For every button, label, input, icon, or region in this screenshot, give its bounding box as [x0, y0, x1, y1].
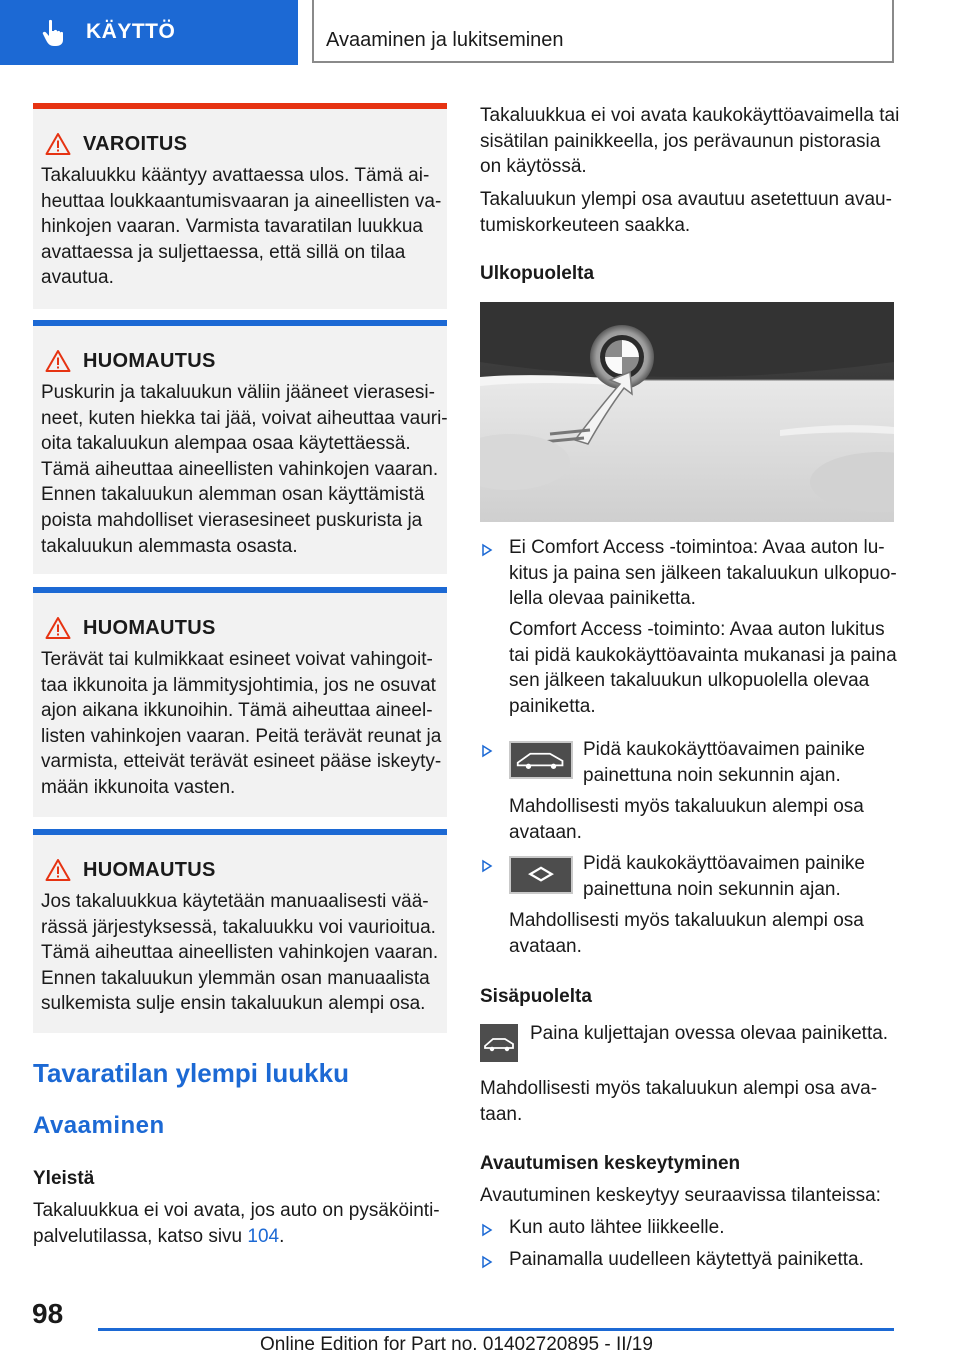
- diamond-icon: [511, 858, 571, 892]
- tailgate-key-button: [509, 741, 573, 779]
- section-tab: [312, 0, 894, 63]
- diamond-key-button: [509, 856, 573, 894]
- page-link[interactable]: 104: [247, 1225, 280, 1247]
- chapter-tab-label: KÄYTTÖ: [86, 20, 176, 43]
- triangle-bullet-icon: [481, 859, 493, 873]
- triangle-bullet-icon: [481, 1255, 493, 1269]
- callout-body: Terävät tai kulmikkaat esineet voivat vahingoit- taa ikkunoita ja lämmitysjohtimia, jos ne osuvat ajon aikana ikkunoihin. Tämä aiheuttaa aineel- listen vahinkojen vaaran. Peitä terävät reunat ja varmista, etteivät terävät esineet pääse iskeyty- mään ikkunoita vasten.: [41, 649, 442, 798]
- list-item: Ei Comfort Access -toimintoa: Avaa auton lu- kitus ja paina sen jälkeen takaluukun ulkopuo- lella olevaa painiketta.: [509, 537, 897, 610]
- notice-callout: [33, 587, 447, 817]
- callout-body: Takaluukku kääntyy avattaessa ulos. Tämä ai- heuttaa loukkaantumisvaaran ja aineellisten va- hinkojen vaaran. Varmista tavaratilan luukkua avattaessa ja suljettaessa, että sillä on tilaa avautua.: [41, 165, 442, 289]
- list-item-sub: Mahdollisesti myös takaluukun alempi osa avataan.: [509, 910, 864, 957]
- list-item: Kun auto lähtee liikkeelle.: [509, 1217, 725, 1238]
- hand-pointer-icon: [40, 18, 70, 48]
- list-item: Pidä kaukokäyttöavaimen painike painettuna noin sekunnin ajan.: [583, 739, 866, 786]
- chapter-tab[interactable]: [0, 0, 298, 65]
- section-heading: Tavaratilan ylempi luukku: [33, 1058, 349, 1088]
- footer-edition: Online Edition for Part no. 01402720895 - II/19: [260, 1334, 653, 1355]
- notice-callout: [33, 320, 447, 574]
- notice-callout: [33, 829, 447, 1033]
- inside-text: Paina kuljettajan ovessa olevaa painiketta.: [530, 1023, 889, 1044]
- callout-title: HUOMAUTUS: [83, 858, 216, 881]
- callout-body: Puskurin ja takaluukun väliin jääneet vierasesi- neet, kuten hiekka tai jää, voivat aiheuttaa vauri- oita takaluukun alempaa osaa käytettäessä. Tämä aiheuttaa aineellisten vahinkojen vaaran. Ennen takaluukun alemman osan käyttämistä poista mahdolliset vierasesineet puskurista ja takaluukun alemmasta osasta.: [41, 382, 448, 557]
- car-tailgate-icon: [480, 1024, 518, 1062]
- car-tailgate-icon: [511, 743, 571, 777]
- inside-paragraph: Mahdollisesti myös takaluukun alempi osa ava- taan.: [480, 1078, 878, 1125]
- intro-paragraph-2: Takaluukun ylempi osa avautuu asetettuun avau- tumiskorkeuteen saakka.: [480, 189, 892, 236]
- inside-heading: Sisäpuolelta: [480, 986, 592, 1007]
- warning-triangle-icon: [45, 616, 71, 640]
- warning-callout: [33, 103, 447, 309]
- page-number: 98: [32, 1298, 64, 1329]
- triangle-bullet-icon: [481, 744, 493, 758]
- callout-body: Jos takaluukkua käytetään manuaalisesti vää- rässä järjestyksessä, takaluukku voi vaurioitua. Tämä aiheuttaa aineellisten vahinkojen vaaran. Ennen takaluukun ylemmän osan manuaalista sulkemista sulje ensin takaluukun alempi osa.: [41, 891, 439, 1015]
- warning-triangle-icon: [45, 132, 71, 156]
- list-item-sub: Mahdollisesti myös takaluukun alempi osa avataan.: [509, 796, 864, 843]
- tailgate-photo: [480, 302, 894, 522]
- triangle-bullet-icon: [481, 1223, 493, 1237]
- list-item-sub: Comfort Access -toiminto: Avaa auton lukitus tai pidä kaukokäyttöavainta mukanasi ja paina sen jälkeen takaluukun ulkopuolella olevaa painiketta.: [509, 619, 897, 717]
- list-item: Pidä kaukokäyttöavaimen painike painettuna noin sekunnin ajan.: [583, 853, 866, 900]
- outside-heading: Ulkopuolelta: [480, 263, 595, 284]
- interrupt-text: Avautuminen keskeytyy seuraavissa tilanteissa:: [480, 1185, 881, 1206]
- callout-title: VAROITUS: [83, 132, 188, 155]
- callout-title: HUOMAUTUS: [83, 349, 216, 372]
- door-button: [480, 1024, 518, 1062]
- callout-title: HUOMAUTUS: [83, 616, 216, 639]
- triangle-bullet-icon: [481, 543, 493, 557]
- warning-triangle-icon: [45, 858, 71, 882]
- subsection-heading: Avaaminen: [33, 1112, 165, 1139]
- general-heading: Yleistä: [33, 1168, 95, 1189]
- interrupt-heading: Avautumisen keskeytyminen: [480, 1153, 741, 1174]
- footer-divider: [98, 1328, 894, 1331]
- section-tab-label: Avaaminen ja lukitseminen: [326, 29, 564, 51]
- intro-paragraph: Takaluukkua ei voi avata kaukokäyttöavaimella tai sisätilan painikkeella, jos perävaunun pistorasia on käytössä.: [480, 105, 900, 178]
- general-text: Takaluukkua ei voi avata, jos auto on pysäköinti- palvelutilassa, katso sivu 104.: [33, 1200, 440, 1247]
- warning-triangle-icon: [45, 349, 71, 373]
- list-item: Painamalla uudelleen käytettyä painiketta.: [509, 1249, 864, 1270]
